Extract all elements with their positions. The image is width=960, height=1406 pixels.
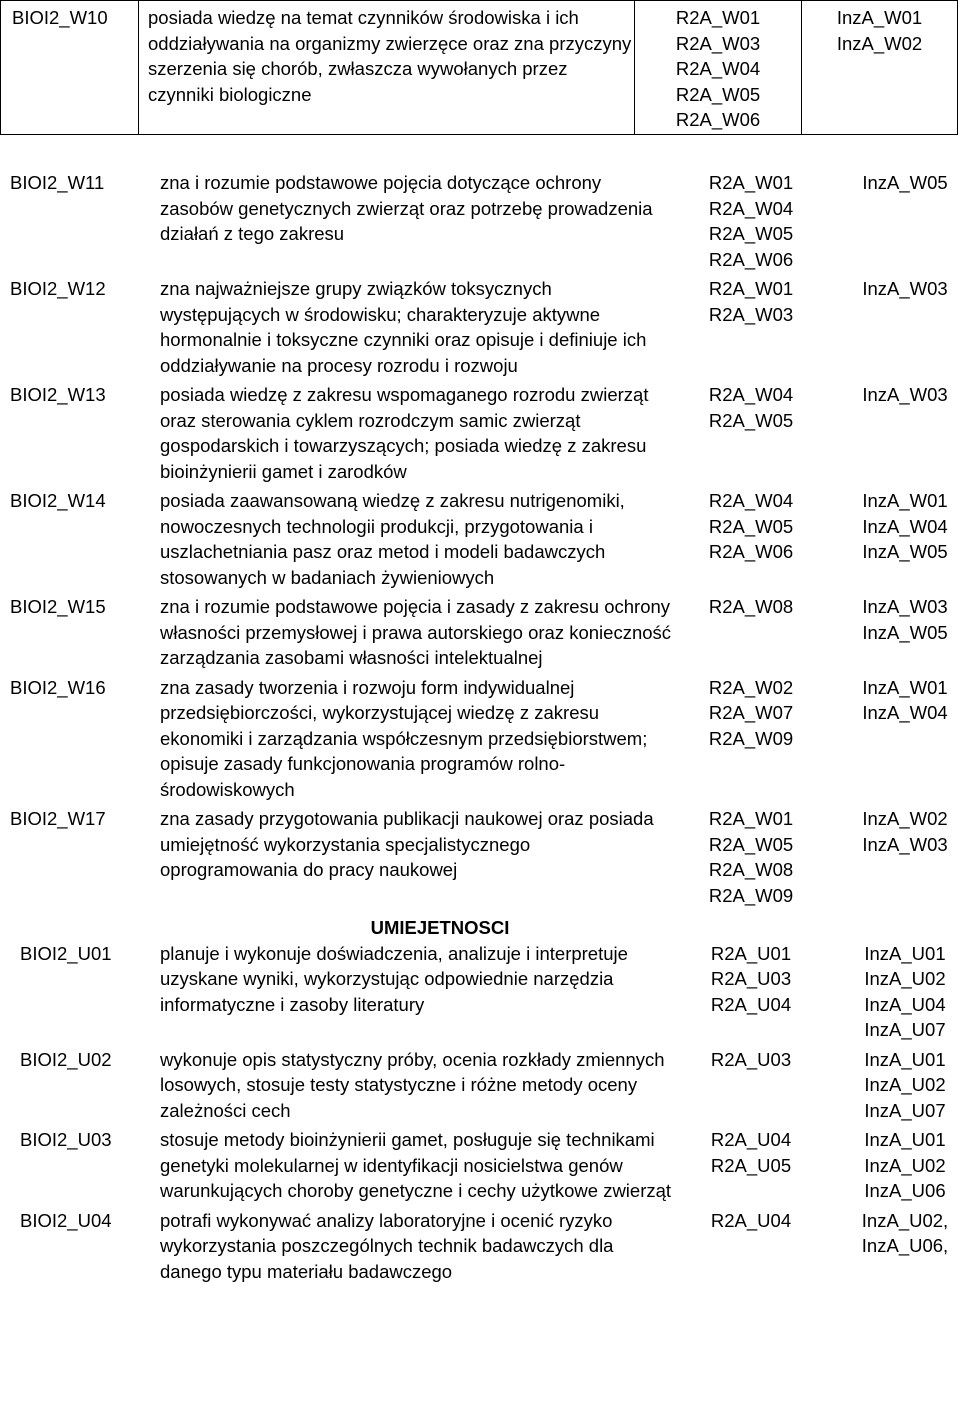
r2a-code: R2A_W01 — [675, 7, 761, 28]
r2a-codes — [672, 276, 830, 382]
r2a-code: R2A_W07 — [708, 702, 794, 723]
table-row-w10 — [1, 1, 958, 135]
competence-description: wykonuje opis statystyczny próby, ocenia rozkłady zmiennych losowych, stosuje testy statystyczne i różne metody oceny zależności cech — [160, 1048, 665, 1121]
inza-code: InzA_U02 — [864, 1154, 946, 1176]
r2a-code: R2A_U01 — [710, 942, 792, 964]
table-row — [0, 488, 960, 594]
inza-code: InzA_W01 — [836, 7, 923, 28]
inza-codes — [830, 382, 960, 488]
inza-code: InzA_W03 — [862, 384, 948, 405]
inza-code: InzA_U01 — [864, 1129, 946, 1150]
r2a-code: R2A_W05 — [708, 409, 794, 431]
inza-codes — [802, 1, 958, 135]
r2a-code: R2A_W05 — [675, 83, 761, 105]
r2a-codes — [672, 382, 830, 488]
r2a-code: R2A_W08 — [708, 596, 794, 617]
skills-rows — [0, 941, 960, 1289]
r2a-code: R2A_W09 — [708, 884, 794, 906]
competence-code: BIOI2_W10 — [1, 1, 139, 135]
r2a-code: R2A_W02 — [708, 676, 794, 698]
table-row — [0, 1047, 960, 1128]
inza-codes — [830, 170, 960, 276]
competence-code: BIOI2_W15 — [10, 596, 106, 617]
inza-codes — [830, 276, 960, 382]
table-row — [0, 170, 960, 276]
competence-code: BIOI2_W14 — [10, 490, 106, 511]
r2a-codes — [672, 1208, 830, 1289]
inza-code: InzA_U06 — [864, 1180, 946, 1201]
r2a-codes — [672, 1047, 830, 1128]
r2a-code: R2A_U03 — [710, 968, 792, 989]
r2a-code: R2A_W05 — [708, 833, 794, 855]
competence-description: zna najważniejsze grupy związków toksycznych występujących w środowisku; charakteryzuje aktywne hormonalnie i toksyczne czynniki oraz opisuje i definiuje ich oddziaływanie na procesy rozrodu i rozwoju — [160, 278, 647, 376]
competence-description: zna i rozumie podstawowe pojęcia dotyczące ochrony zasobów genetycznych zwierząt oraz potrzebę prowadzenia działań z tego zakresu — [160, 172, 653, 244]
inza-code: InzA_W02 — [862, 808, 948, 829]
inza-codes — [830, 1208, 960, 1289]
r2a-codes — [672, 1127, 830, 1208]
table-row — [0, 594, 960, 675]
r2a-code: R2A_W06 — [708, 541, 794, 562]
competence-code: BIOI2_W13 — [10, 384, 106, 405]
r2a-code: R2A_W06 — [675, 109, 761, 130]
competence-description: posiada wiedzę na temat czynników środowiska i ich oddziaływania na organizmy zwierzęce oraz zna przyczyny szerzenia się chorób, zwłaszcza wywołanych przez czynniki biologiczne — [139, 1, 635, 135]
inza-code: InzA_W02 — [836, 32, 923, 54]
r2a-codes — [672, 806, 830, 912]
competence-description: zna i rozumie podstawowe pojęcia i zasady z zakresu ochrony własności przemysłowej i prawa autorskiego oraz konieczność zarządzania zasobami własności intelektualnej — [160, 596, 672, 668]
competence-code: BIOI2_U03 — [20, 1129, 112, 1150]
competence-code: BIOI2_W12 — [10, 278, 106, 299]
r2a-code: R2A_W01 — [708, 278, 794, 299]
inza-codes — [830, 1047, 960, 1128]
inza-code: InzA_W01 — [862, 676, 948, 698]
inza-code: InzA_W03 — [862, 278, 948, 299]
competence-description: stosuje metody bioinżynierii gamet, posługuje się technikami genetyki molekularnej w identyfikacji nosicielstwa genów warunkujących choroby genetyczne i cechy użytkowe zwierząt — [160, 1129, 672, 1201]
table-row — [0, 276, 960, 382]
table-row — [0, 1208, 960, 1289]
inza-code: InzA_U06, — [861, 1235, 949, 1256]
r2a-code: R2A_U04 — [710, 993, 792, 1015]
r2a-code: R2A_W08 — [708, 859, 794, 880]
r2a-codes — [672, 170, 830, 276]
r2a-code: R2A_U05 — [710, 1154, 792, 1176]
competence-description: posiada zaawansowaną wiedzę z zakresu nutrigenomiki, nowoczesnych technologii produkcji, przygotowania i uszlachetniania pasz oraz metod i modeli badawczych stosowanych w badaniach żywieniowych — [160, 490, 625, 588]
competence-description: zna zasady tworzenia i rozwoju form indywidualnej przedsiębiorczości, wykorzystującej wiedzę z zakresu ekonomiki i zarządzania współczesnym przedsiębiorstwem; opisuje zasady funkcjonowania programów rolno-środowiskowych — [160, 676, 648, 800]
inza-codes — [830, 488, 960, 594]
r2a-codes — [672, 941, 830, 1047]
r2a-code: R2A_W04 — [708, 490, 794, 511]
r2a-code: R2A_U04 — [710, 1209, 792, 1231]
table-row — [0, 806, 960, 912]
r2a-code: R2A_W05 — [708, 515, 794, 537]
r2a-code: R2A_W01 — [708, 172, 794, 193]
r2a-code: R2A_W04 — [708, 197, 794, 219]
inza-code: InzA_W01 — [862, 490, 948, 511]
inza-code: InzA_U01 — [864, 942, 946, 964]
competence-code: BIOI2_U02 — [20, 1048, 112, 1070]
knowledge-rows — [0, 170, 960, 912]
inza-codes — [830, 675, 960, 807]
inza-codes — [830, 594, 960, 675]
r2a-codes — [672, 675, 830, 807]
competence-table — [0, 170, 960, 1288]
inza-code: InzA_W04 — [862, 515, 948, 537]
r2a-code: R2A_U04 — [710, 1129, 792, 1150]
r2a-codes — [635, 1, 802, 135]
competence-description: potrafi wykonywać analizy laboratoryjne i ocenić ryzyko wykorzystania poszczególnych technik badawczych dla danego typu materiału badawczego — [160, 1209, 614, 1282]
top-bordered-table — [0, 0, 958, 135]
inza-code: InzA_U04 — [864, 993, 946, 1015]
inza-code: InzA_W04 — [862, 702, 948, 723]
table-row — [0, 1127, 960, 1208]
competence-code: BIOI2_U04 — [20, 1209, 112, 1231]
inza-codes — [830, 941, 960, 1047]
r2a-code: R2A_W04 — [675, 58, 761, 79]
competence-code: BIOI2_W11 — [10, 172, 105, 193]
inza-code: InzA_U02 — [864, 1074, 946, 1095]
inza-code: InzA_W05 — [862, 621, 948, 643]
r2a-code: R2A_W09 — [708, 727, 794, 749]
r2a-code: R2A_W05 — [708, 223, 794, 244]
inza-code: InzA_W03 — [862, 596, 948, 617]
competence-description: zna zasady przygotowania publikacji naukowej oraz posiada umiejętność wykorzystania specjalistycznego oprogramowania do pracy naukowej — [160, 808, 654, 880]
r2a-codes — [672, 488, 830, 594]
inza-code: InzA_W05 — [862, 172, 948, 193]
inza-codes — [830, 806, 960, 912]
competence-code: BIOI2_W16 — [10, 676, 106, 698]
competence-description: posiada wiedzę z zakresu wspomaganego rozrodu zwierząt oraz sterowania cyklem rozrodczym samic zwierząt gospodarskich i towarzyszących; posiada wiedzę z zakresu bioinżynierii gamet i zarodków — [160, 384, 649, 482]
section-row — [0, 912, 960, 941]
r2a-code: R2A_W06 — [708, 248, 794, 270]
competence-code: BIOI2_W17 — [10, 808, 106, 829]
inza-code: InzA_U02 — [864, 968, 946, 989]
inza-codes — [830, 1127, 960, 1208]
r2a-code: R2A_W03 — [675, 32, 761, 54]
inza-code: InzA_W03 — [862, 833, 948, 855]
r2a-code: R2A_W03 — [708, 303, 794, 325]
table-row — [0, 941, 960, 1047]
table-row — [0, 675, 960, 807]
competence-code: BIOI2_U01 — [20, 942, 112, 964]
r2a-codes — [672, 594, 830, 675]
competence-description: planuje i wykonuje doświadczenia, analizuje i interpretuje uzyskane wyniki, wykorzystując odpowiednie narzędzia informatyczne i zasoby literatury — [160, 942, 628, 1015]
r2a-code: R2A_U03 — [710, 1048, 792, 1070]
table-row — [0, 382, 960, 488]
inza-code: InzA_W05 — [862, 541, 948, 562]
inza-code: InzA_U07 — [864, 1099, 946, 1121]
section-heading: UMIEJETNOSCI — [370, 917, 510, 938]
inza-code: InzA_U07 — [864, 1019, 946, 1040]
r2a-code: R2A_W01 — [708, 808, 794, 829]
inza-code: InzA_U02, — [861, 1209, 949, 1231]
r2a-code: R2A_W04 — [708, 384, 794, 405]
inza-code: InzA_U01 — [864, 1048, 946, 1070]
